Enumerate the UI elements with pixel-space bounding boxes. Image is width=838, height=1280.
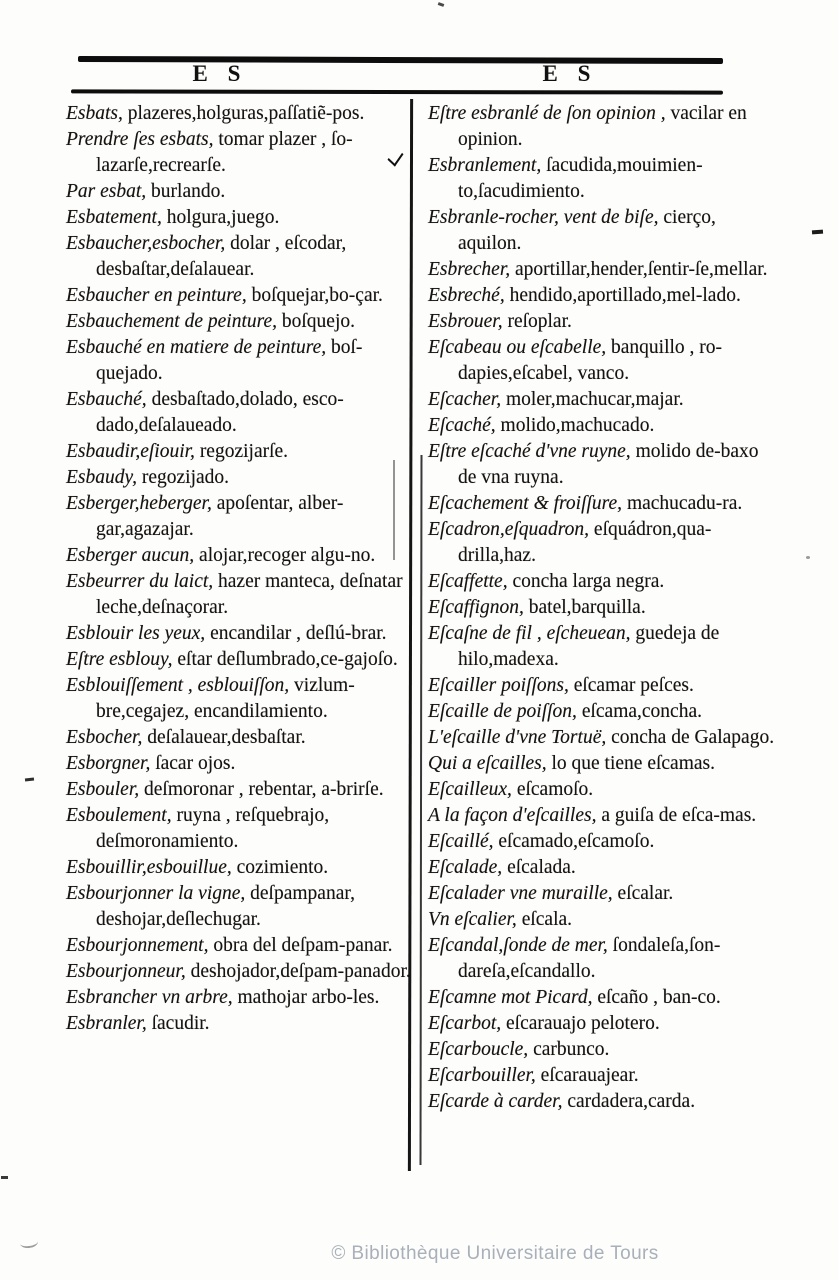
- entry-definition: eſcama,concha.: [581, 701, 702, 722]
- dictionary-entry: [428, 985, 780, 1011]
- dictionary-entry: [66, 1011, 412, 1037]
- entry-headword: Eſcabeau ou eſcabelle,: [428, 337, 607, 358]
- dictionary-entry: [428, 491, 780, 517]
- dictionary-entry: [66, 985, 412, 1011]
- entry-headword: Esbranler,: [66, 1013, 147, 1034]
- entry-definition: eſcarauajear.: [540, 1065, 639, 1086]
- entry-definition: alojar,recoger algu-no.: [199, 545, 376, 566]
- scan-artifact-dot: [806, 556, 810, 559]
- entry-headword: Esblouir les yeux,: [66, 623, 206, 644]
- entry-definition: regozijado.: [141, 467, 230, 488]
- entry-definition: cierço, aquilon.: [458, 207, 716, 254]
- entry-definition: ruyna , reſquebrajo, deſmoronamiento.: [96, 805, 330, 852]
- dictionary-entry: [66, 179, 412, 205]
- entry-definition: a guiſa de eſca-mas.: [601, 805, 757, 826]
- entry-headword: Esbouillir,esbouillue,: [66, 857, 232, 878]
- entry-definition: molido de-baxo de vna ruyna.: [458, 441, 759, 488]
- dictionary-entry: [428, 309, 780, 335]
- entry-definition: plazeres,holguras,paſſatiẽ-pos.: [127, 103, 365, 124]
- entry-definition: vacilar en opinion.: [458, 103, 747, 150]
- entry-headword: Eſcalader vne muraille,: [428, 883, 613, 904]
- dictionary-entry: [428, 595, 780, 621]
- entry-definition: eſcaño , ban-co.: [597, 987, 721, 1008]
- entry-headword: Qui a eſcailles,: [428, 753, 547, 774]
- entry-headword: Eſcachement & froiſſure,: [428, 493, 623, 514]
- entry-headword: Esbrecher,: [428, 259, 511, 280]
- dictionary-entry: [66, 569, 412, 621]
- dictionary-entry: [66, 283, 412, 309]
- entry-definition: regozijarſe.: [199, 441, 289, 462]
- dictionary-entry: [428, 335, 780, 387]
- entry-definition: cardadera,carda.: [567, 1091, 696, 1112]
- entry-headword: Esbeurrer du laict,: [66, 571, 214, 592]
- entry-definition: hendido,aportillado,mel-lado.: [509, 285, 741, 306]
- entry-headword: Esboulement,: [66, 805, 172, 826]
- entry-headword: Esbaudy,: [66, 467, 137, 488]
- entry-definition: mathojar arbo-les.: [237, 987, 380, 1008]
- entry-definition: eſcamado,eſcamoſo.: [498, 831, 655, 852]
- entry-headword: Esbrouer,: [428, 311, 503, 332]
- entry-headword: L'eſcaille d'vne Tortuë,: [428, 727, 607, 748]
- dictionary-entry: [428, 907, 780, 933]
- entry-headword: Esbreché,: [428, 285, 505, 306]
- entry-definition: obra del deſpam-panar.: [213, 935, 393, 956]
- entry-definition: burlando.: [151, 181, 226, 202]
- entry-definition: boſquejo.: [281, 311, 356, 332]
- entry-definition: guedeja de hilo,madexa.: [458, 623, 720, 670]
- dictionary-entry: [66, 309, 412, 335]
- dictionary-entry: [428, 283, 780, 309]
- entry-definition: batel,barquilla.: [528, 597, 646, 618]
- entry-definition: aportillar,hender,ſentir-ſe,mellar.: [515, 259, 768, 280]
- dictionary-entry: [66, 673, 412, 725]
- entry-headword: Esbatement,: [66, 207, 162, 228]
- entry-definition: eſcalar.: [617, 883, 674, 904]
- entry-headword: Eſcandal,ſonde de mer,: [428, 935, 608, 956]
- entry-headword: Eſcarbouiller,: [428, 1065, 536, 1086]
- dictionary-entry: [428, 881, 780, 907]
- dictionary-entry: [428, 673, 780, 699]
- entry-headword: Esbauchement de peinture,: [66, 311, 278, 332]
- entry-headword: Prendre ſes esbats,: [66, 129, 214, 150]
- dictionary-entry: [428, 517, 780, 569]
- entry-definition: vizlum-bre,cegajez, encandilamiento.: [96, 675, 355, 722]
- entry-definition: reſoplar.: [507, 311, 572, 332]
- entry-definition: deſmoronar , rebentar, a-brirſe.: [144, 779, 384, 800]
- dictionary-entry: [428, 439, 780, 491]
- header-rule: [71, 89, 723, 94]
- dictionary-entry: [66, 335, 412, 387]
- scan-artifact-dash: [25, 778, 34, 782]
- entry-headword: Esbranlement,: [428, 155, 542, 176]
- entry-headword: Eſcadron,eſquadron,: [428, 519, 590, 540]
- scan-artifact-squiggle: [19, 1236, 38, 1249]
- dictionary-entry: [428, 153, 780, 205]
- entry-definition: holgura,juego.: [166, 207, 280, 228]
- entry-definition: eſcarauajo pelotero.: [506, 1013, 660, 1034]
- entry-definition: banquillo , ro-dapies,eſcabel, vanco.: [458, 337, 723, 384]
- dictionary-entry: [428, 1089, 780, 1115]
- entry-headword: Eſcamne mot Picard,: [428, 987, 593, 1008]
- dictionary-entry: [66, 777, 412, 803]
- dictionary-entry: [428, 1037, 780, 1063]
- entry-definition: eſcamar peſces.: [573, 675, 694, 696]
- entry-definition: hazer manteca, deſnatar leche,deſnaçorar.: [96, 571, 403, 618]
- dictionary-entry: [428, 1011, 780, 1037]
- entry-definition: eſcalada.: [507, 857, 576, 878]
- dictionary-entry: [66, 231, 412, 283]
- dictionary-entry: [66, 959, 412, 985]
- entry-headword: Esbauché,: [66, 389, 147, 410]
- entry-headword: Eſcailler poiſſons,: [428, 675, 569, 696]
- dictionary-entry: [66, 127, 412, 179]
- entry-definition: lo que tiene eſcamas.: [551, 753, 715, 774]
- dictionary-entry: [428, 205, 780, 257]
- dictionary-entry: [66, 933, 412, 959]
- column-divider-second-stroke: [420, 455, 423, 1165]
- entry-headword: Esberger aucun,: [66, 545, 195, 566]
- entry-definition: eſcala.: [521, 909, 573, 930]
- dictionary-entry: [66, 439, 412, 465]
- entry-definition: machucadu-ra.: [626, 493, 743, 514]
- entry-definition: moler,machucar,majar.: [505, 389, 684, 410]
- entry-definition: deſalauear,desbaſtar.: [147, 727, 306, 748]
- entry-definition: deſpampanar, deshojar,deſlechugar.: [96, 883, 355, 930]
- dictionary-entry: [66, 647, 412, 673]
- entry-definition: dolar , eſcodar, desbaſtar,deſalauear.: [96, 233, 347, 280]
- entry-definition: desbaſtado,dolado, esco-dado,deſalaueado.: [96, 389, 344, 436]
- entry-headword: Esbats,: [66, 103, 123, 124]
- right-column: [428, 101, 780, 1115]
- entry-headword: Eſtre esbranlé de ſon opinion ,: [428, 103, 666, 124]
- scan-artifact-dot: [438, 2, 445, 7]
- dictionary-entry: [428, 413, 780, 439]
- dictionary-entry: [428, 777, 780, 803]
- entry-headword: Esbourjonneur,: [66, 961, 186, 982]
- entry-definition: encandilar , deſlú-brar.: [210, 623, 387, 644]
- dictionary-entry: [428, 1063, 780, 1089]
- entry-headword: Esbrancher vn arbre,: [66, 987, 233, 1008]
- dictionary-entry: [66, 881, 412, 933]
- dictionary-entry: [428, 855, 780, 881]
- dictionary-entry: [66, 855, 412, 881]
- entry-definition: ſacudir.: [151, 1013, 210, 1034]
- entry-headword: Eſcalade,: [428, 857, 503, 878]
- dictionary-entry: [428, 101, 780, 153]
- dictionary-entry: [428, 725, 780, 751]
- dictionary-entry: [428, 569, 780, 595]
- entry-definition: boſ-quejado.: [96, 337, 363, 384]
- entry-definition: molido,machucado.: [500, 415, 655, 436]
- dictionary-entry: [428, 699, 780, 725]
- running-head-left: E S: [192, 61, 248, 86]
- dictionary-entry: [428, 829, 780, 855]
- entry-definition: ſondaleſa,ſon-dareſa,eſcandallo.: [458, 935, 721, 982]
- entry-headword: Esblouiſſement , esblouiſſon,: [66, 675, 290, 696]
- dictionary-entry: [66, 803, 412, 855]
- entry-definition: tomar plazer , ſo-lazarſe,recrearſe.: [96, 129, 353, 176]
- entry-definition: deshojador,deſpam-panador.: [190, 961, 411, 982]
- entry-headword: Eſcaſne de fil , eſcheuean,: [428, 623, 631, 644]
- dictionary-entry: [66, 725, 412, 751]
- entry-definition: boſquejar,bo-çar.: [251, 285, 383, 306]
- entry-headword: Esbouler,: [66, 779, 140, 800]
- entry-headword: Esberger,heberger,: [66, 493, 212, 514]
- scan-artifact-dash: [1, 1176, 8, 1179]
- dictionary-entry: [66, 465, 412, 491]
- dictionary-entry: [428, 387, 780, 413]
- entry-definition: concha de Galapago.: [611, 727, 775, 748]
- entry-headword: Eſcarbot,: [428, 1013, 502, 1034]
- entry-definition: eſcamoſo.: [516, 779, 594, 800]
- running-head-right: E S: [542, 61, 598, 86]
- entry-headword: Eſtre eſcaché d'vne ruyne,: [428, 441, 631, 462]
- dictionary-entry: [66, 543, 412, 569]
- dictionary-entry: [428, 933, 780, 985]
- entry-headword: Par esbat,: [66, 181, 147, 202]
- entry-headword: Eſcaille de poiſſon,: [428, 701, 577, 722]
- entry-definition: ſacudida,mouimien-to,ſacudimiento.: [458, 155, 703, 202]
- entry-headword: Eſtre esblouy,: [66, 649, 173, 670]
- entry-headword: Esbranle-rocher, vent de biſe,: [428, 207, 659, 228]
- dictionary-entry: [66, 491, 412, 543]
- entry-definition: cozimiento.: [236, 857, 329, 878]
- entry-definition: ſacar ojos.: [155, 753, 236, 774]
- entry-headword: Eſcaillé,: [428, 831, 494, 852]
- entry-definition: apoſentar, alber-gar,agazajar.: [96, 493, 344, 540]
- dictionary-entry: [428, 257, 780, 283]
- entry-headword: Esbaudir,eſiouir,: [66, 441, 195, 462]
- dictionary-entry: [66, 387, 412, 439]
- dictionary-entry: [66, 101, 412, 127]
- entry-headword: Vn eſcalier,: [428, 909, 517, 930]
- entry-headword: Eſcarde à carder,: [428, 1091, 563, 1112]
- entry-definition: eſquádron,qua-drilla,haz.: [458, 519, 712, 566]
- entry-headword: Esbourjonner la vigne,: [66, 883, 246, 904]
- entry-headword: Eſcaffette,: [428, 571, 508, 592]
- left-column: [66, 101, 412, 1037]
- dictionary-entry: [428, 621, 780, 673]
- entry-headword: Eſcaché,: [428, 415, 496, 436]
- entry-definition: carbunco.: [533, 1039, 610, 1060]
- dictionary-entry: [66, 751, 412, 777]
- entry-headword: Esbocher,: [66, 727, 143, 748]
- dictionary-entry: [66, 205, 412, 231]
- entry-headword: Esbauché en matiere de peinture,: [66, 337, 327, 358]
- dictionary-entry: [428, 751, 780, 777]
- entry-headword: Eſcaffignon,: [428, 597, 524, 618]
- entry-headword: Eſcacher,: [428, 389, 502, 410]
- entry-headword: Esbourjonnement,: [66, 935, 209, 956]
- entry-headword: Eſcailleux,: [428, 779, 512, 800]
- entry-headword: Eſcarboucle,: [428, 1039, 529, 1060]
- scan-artifact-dash: [812, 230, 823, 235]
- watermark: © Bibliothèque Universitaire de Tours: [331, 1243, 659, 1264]
- entry-definition: eſtar deſlumbrado,ce-gajoſo.: [177, 649, 398, 670]
- entry-headword: A la façon d'eſcailles,: [428, 805, 597, 826]
- dictionary-entry: [66, 621, 412, 647]
- dictionary-entry: [428, 803, 780, 829]
- entry-headword: Esborgner,: [66, 753, 151, 774]
- entry-headword: Esbaucher en peinture,: [66, 285, 247, 306]
- entry-definition: concha larga negra.: [512, 571, 665, 592]
- entry-headword: Esbaucher,esbocher,: [66, 233, 226, 254]
